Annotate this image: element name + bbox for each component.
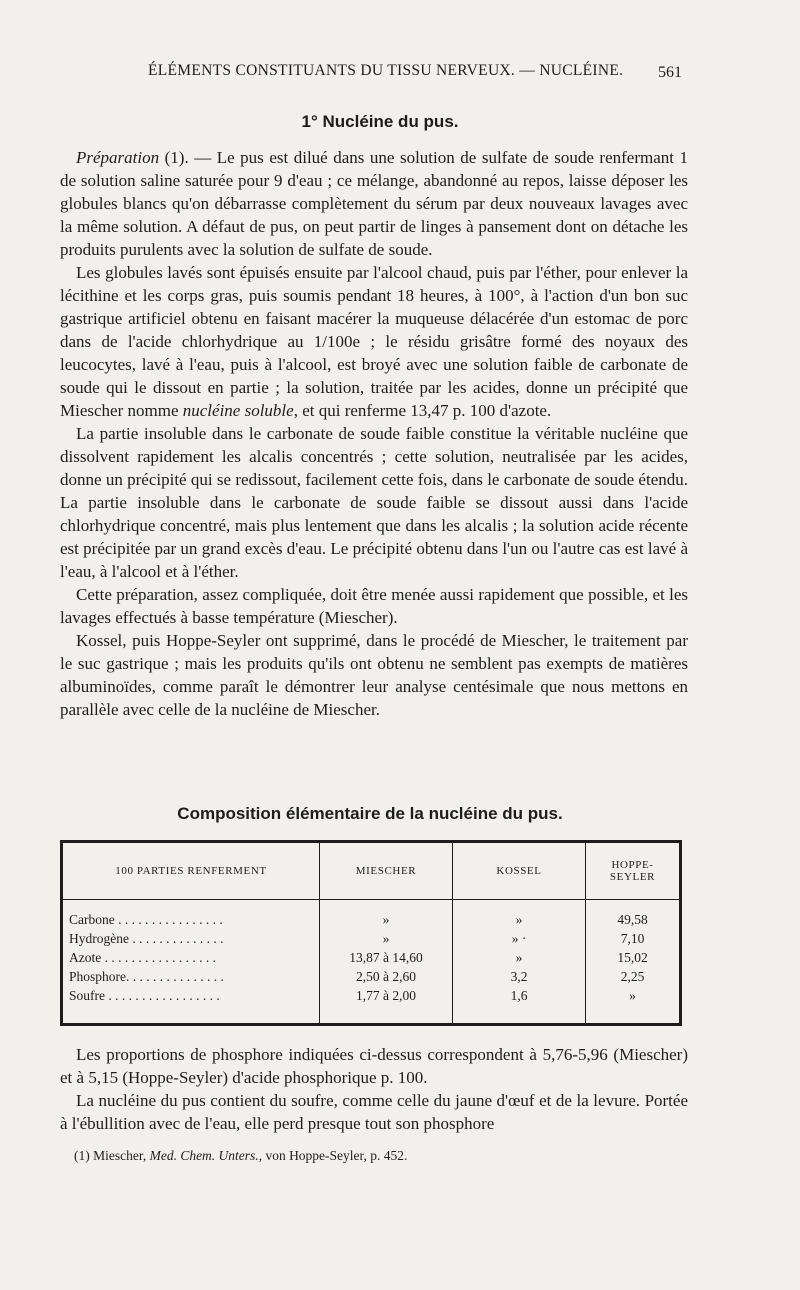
table-cell: » [382, 931, 390, 946]
footnote [74, 1148, 694, 1164]
table-cell: 3,2 [510, 969, 528, 984]
table-header-cell: MIESCHER [320, 843, 453, 900]
table-cell: 1,77 à 2,00 [356, 988, 416, 1003]
element-column [63, 900, 320, 1024]
paragraph-kossel [60, 629, 688, 721]
table-row: Carbone . . . . . . . . . . . . . . . . [69, 912, 227, 927]
body-text [60, 146, 688, 721]
paragraph-insoluble [60, 422, 688, 583]
table-cell: 13,87 à 14,60 [349, 950, 423, 965]
paragraph-text-end: , et qui renferme 13,47 p. 100 d'azote. [293, 401, 552, 420]
element-name: Phosphore [69, 969, 126, 984]
table-cell: 2,50 à 2,60 [356, 969, 416, 984]
table-row: Azote . . . . . . . . . . . . . . . . . [69, 950, 220, 965]
running-head-title: ÉLÉMENTS CONSTITUANTS DU TISSU NERVEUX. — NUCLÉINE. [148, 62, 624, 79]
table-title: Composition élémentaire de la nucléine du pus. [177, 804, 563, 823]
table-cell: 7,10 [620, 931, 645, 946]
table-header-row [63, 843, 679, 900]
paragraph-text: Cette préparation, assez compliquée, doit être menée aussi rapidement que possible, et les lavages effectués à basse température (Miescher). [60, 585, 688, 627]
table-header-cell: 100 PARTIES RENFERMENT [63, 843, 320, 900]
paragraph-text: Kossel, puis Hoppe-Seyler ont supprimé, dans le procédé de Miescher, le traitement par le suc gastrique ; mais les produits qu'ils ont obtenu ne semblent pas exempts de matières albuminoïdes, comme paraît le démontrer leur analyse centésimale que nous mettons en parallèle avec celle de la nucléine de Miescher. [60, 631, 688, 719]
element-name: Soufre [69, 988, 105, 1003]
table-header-cell: KOSSEL [453, 843, 586, 900]
table-row: Phosphore. . . . . . . . . . . . . . . [69, 969, 228, 984]
table-body [63, 900, 679, 1024]
paragraph-globules [60, 261, 688, 422]
paragraph-text: (1). — Le pus est dilué dans une solution de sulfate de soude renfermant 1 de solution saline saturée pour 9 d'eau ; ce mélange, abandonné au repos, laisse déposer les globules blancs qu'on débarrasse complètement du sérum par deux nouveaux lavages avec la même solution. A défaut de pus, on peut partir de linges à pansement dont on détache les produits purulents avec la solution de sulfate de soude. [60, 148, 688, 259]
table-cell: » [629, 988, 636, 1003]
element-name: Hydrogène [69, 931, 129, 946]
paragraph-text: La partie insoluble dans le carbonate de soude faible constitue la véritable nucléine que dissolvent rapidement les alcalis concentrés ; cette solution, neutralisée par les acides, donne un précipité qui se redissout, facilement cette fois, dans le carbonate de soude étendu. La partie insoluble dans le carbonate de soude faible se dissout aussi dans l'acide chlorhydrique concentré, mais plus lentement que dans les alcalis ; la solution acide récente est précipitée par un grand excès d'eau. Le précipité obtenu dans l'un ou l'autre cas est lavé à l'eau, à l'alcool et à l'éther. [60, 424, 688, 581]
table-row: Hydrogène . . . . . . . . . . . . . . [69, 931, 227, 946]
page-number: 561 [658, 64, 682, 81]
composition-table [60, 840, 682, 1026]
table-cell: » · [511, 931, 527, 946]
paragraph-sulfur: La nucléine du pus contient du soufre, comme celle du jaune d'œuf et de la levure. Portée à l'ébullition avec de l'eau, elle perd presque tout son phosphore [60, 1091, 688, 1133]
miescher-column [320, 900, 453, 1024]
element-name: Azote [69, 950, 102, 965]
table-cell: 2,25 [620, 969, 645, 984]
section-title: 1° Nucléine du pus. [301, 112, 459, 131]
footnote-rest: , von Hoppe-Seyler, p. 452. [258, 1148, 408, 1163]
footnote-work: Med. Chem. Unters. [149, 1148, 259, 1163]
table-cell: 15,02 [617, 950, 648, 965]
hoppe-seyler-column [586, 900, 680, 1024]
kossel-column [453, 900, 586, 1024]
table-header-cell: HOPPE-SEYLER [586, 843, 680, 900]
paragraph-proportions: Les proportions de phosphore indiquées ci-dessus correspondent à 5,76-5,96 (Miescher) et à 5,15 (Hoppe-Seyler) d'acide phosphorique p. 100. [60, 1045, 688, 1087]
after-table-text [60, 1043, 688, 1135]
composition-table-grid [63, 843, 679, 1023]
paragraph-italic-term: nucléine soluble [182, 401, 294, 420]
table-cell: 49,58 [617, 912, 648, 927]
paragraph-text: Les globules lavés sont épuisés ensuite par l'alcool chaud, puis par l'éther, pour enlever la lécithine et les corps gras, puis soumis pendant 18 heures, à 100°, à l'action d'un bon suc gastrique artificiel obtenu en faisant macérer la muqueuse délacérée d'un estomac de porc dans de l'acide chlorhydrique au 1/100e ; le résidu grisâtre formé des noyaux des leucocytes, lavé à l'eau, puis à l'alcool, est broyé avec une solution faible de carbonate de soude qui le dissout en partie ; la solution, traitée par les acides, donne un précipité que Miescher nomme [60, 263, 688, 420]
table-cell: » [382, 912, 390, 927]
table-row: Soufre . . . . . . . . . . . . . . . . . [69, 988, 224, 1003]
running-head [0, 62, 800, 92]
paragraph-preparation [60, 146, 688, 261]
table-cell: » [515, 912, 523, 927]
footnote-marker: (1) [74, 1148, 90, 1163]
paragraph-preparation-note [60, 583, 688, 629]
footnote-author: Miescher, [93, 1148, 147, 1163]
element-name: Carbone [69, 912, 115, 927]
paragraph-italic-lead: Préparation [76, 148, 160, 167]
table-cell: 1,6 [510, 988, 528, 1003]
table-cell: » [515, 950, 523, 965]
